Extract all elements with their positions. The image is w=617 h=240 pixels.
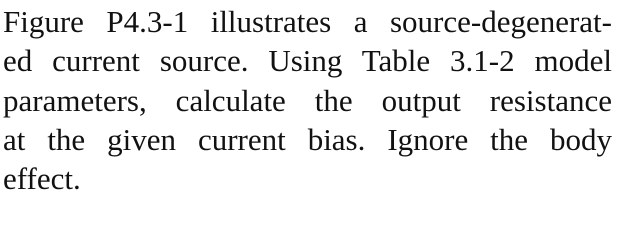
problem-line: Figure P4.3-1 illustrates a source-degenerat- (3, 4, 612, 39)
problem-line: parameters, calculate the output resistance (3, 82, 612, 118)
problem-line: ed current source. Using Table 3.1-2 model (3, 43, 612, 79)
problem-text-block (3, 2, 612, 198)
problem-line: at the given current bias. Ignore the body (3, 121, 612, 157)
problem-line: effect. (3, 161, 81, 197)
